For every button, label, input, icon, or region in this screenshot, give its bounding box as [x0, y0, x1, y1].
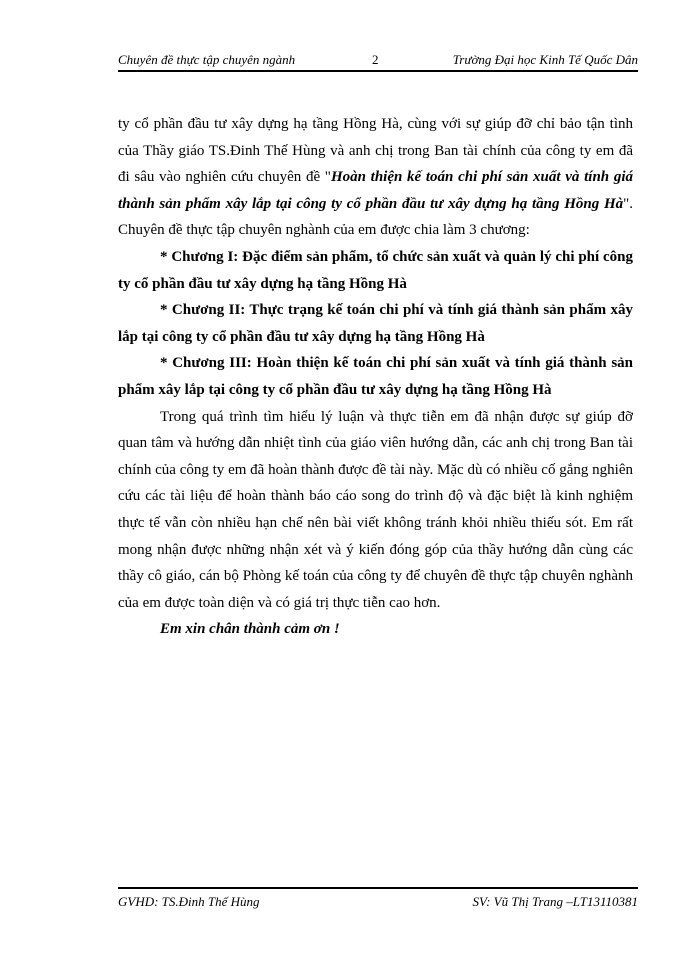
thesis-title: Hoàn thiện kế toán chi phí sản xuất và tính giá thành sản phẩm xây lắp tại công ty cổ phần đầu tư xây dựng hạ tầng Hồng Hà: [118, 169, 633, 212]
page-header: [118, 50, 638, 72]
footer-supervisor: GVHD: TS.Đinh Thế Hùng: [118, 894, 260, 909]
chapter-2-item: * Chương II: Thực trạng kế toán chi phí và tính giá thành sản phẩm xây lắp tại công ty cổ phần đầu tư xây dựng hạ tầng Hồng Hà: [118, 302, 633, 345]
document-body: [118, 111, 633, 643]
footer-student: SV: Vũ Thị Trang –LT13110381: [472, 894, 638, 909]
thank-you-line: Em xin chân thành cảm ơn !: [160, 621, 340, 638]
header-university: Trường Đại học Kinh Tế Quốc Dân: [452, 52, 638, 67]
page-number: 2: [372, 52, 379, 67]
page-footer: [118, 887, 638, 911]
header-course-title: Chuyên đề thực tập chuyên ngành: [118, 52, 296, 67]
chapter-3-item: * Chương III: Hoàn thiện kế toán chi phí sản xuất và tính giá thành sản phẩm xây lắp tại công ty cổ phần đầu tư xây dựng hạ tầng Hồng Hà: [118, 355, 633, 398]
intro-text-start: ty cổ phần đầu tư xây dựng hạ tầng Hồng Hà, cùng với sự giúp đỡ chỉ bảo tận tình của Thầy giáo TS.Đinh Thế Hùng và anh chị trong Ban tài chính của công ty em đã đi sâu vào nghiên cứu chuyên đề ": [118, 116, 633, 186]
acknowledgement-paragraph: Trong quá trình tìm hiểu lý luận và thực tiễn em đã nhận được sự giúp đỡ quan tâm và hướng dẫn nhiệt tình của giáo viên hướng dẫn, các anh chị trong Ban tài chính của công ty em đã hoàn thành được đề tài này. Mặc dù có nhiều cố gắng nghiên cứu các tài liệu để hoàn thành báo cáo song do trình độ và đặc biệt là kinh nghiệm thực tế vẫn còn nhiều hạn chế nên bài viết không tránh khỏi nhiều thiếu sót. Em rất mong nhận được những nhận xét và ý kiến đóng góp của thầy hướng dẫn cùng các thầy cô giáo, cán bộ Phòng kế toán của công ty để chuyên đề thực tập chuyên nghành của em được toàn diện và có giá trị thực tiễn cao hơn.: [118, 408, 633, 611]
intro-paragraph: [118, 111, 633, 244]
chapter-1-item: * Chương I: Đặc điểm sản phẩm, tổ chức sản xuất và quản lý chi phí công ty cổ phần đầu tư xây dựng hạ tầng Hồng Hà: [118, 248, 633, 292]
intro-text-end: ". Chuyên đề thực tập chuyên nghành của em được chia làm 3 chương:: [118, 195, 633, 239]
